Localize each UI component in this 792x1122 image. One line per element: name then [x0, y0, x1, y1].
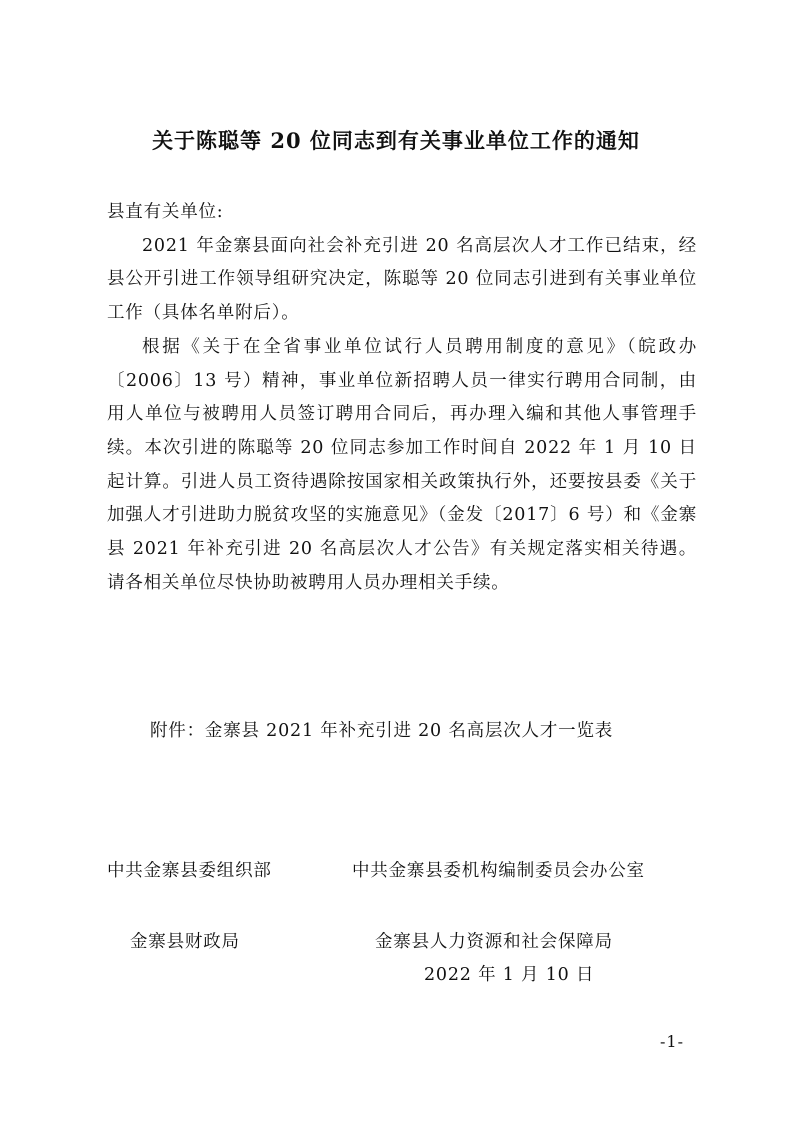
- issue-date: 2022 年 1 月 10 日: [424, 965, 595, 985]
- signature-staffing-office: 中共金寨县委机构编制委员会办公室: [352, 861, 645, 881]
- body-paragraph-1: 2021 年金寨县面向社会补充引进 20 名高层次人才工作已结束，经县公开引进工作领导组研究决定，陈聪等 20 位同志引进到有关事业单位工作（具体名单附后）。: [107, 235, 697, 324]
- signature-hr-bureau: 金寨县人力资源和社会保障局: [375, 932, 613, 952]
- signature-org-department: 中共金寨县委组织部: [107, 861, 272, 881]
- page-number: -1-: [660, 1032, 684, 1051]
- signature-finance-bureau: 金寨县财政局: [130, 932, 240, 952]
- body-paragraph-2: 根据《关于在全省事业单位试行人员聘用制度的意见》（皖政办〔2006〕13 号）精神，事业单位新招聘人员一律实行聘用合同制，由用人单位与被聘用人员签订聘用合同后，再办理入编和其他人事管理手续。本次引进的陈聪等 20 位同志参加工作时间自 2022 年 1 月 10 日起计算。引进人员工资待遇除按国家相关政策执行外，还要按县委《关于加强人才引进助力脱贫攻坚的实施意见》（金发〔2017〕6 号）和《金寨县 2021 年补充引进 20 名高层次人才公告》有关规定落实相关待遇。请各相关单位尽快协助被聘用人员办理相关手续。: [107, 336, 697, 593]
- document-body: [107, 196, 697, 600]
- document-title: 关于陈聪等 20 位同志到有关事业单位工作的通知: [152, 128, 640, 153]
- attachment-line: 附件：金寨县 2021 年补充引进 20 名高层次人才一览表: [150, 721, 614, 741]
- salutation: 县直有关单位:: [107, 202, 224, 222]
